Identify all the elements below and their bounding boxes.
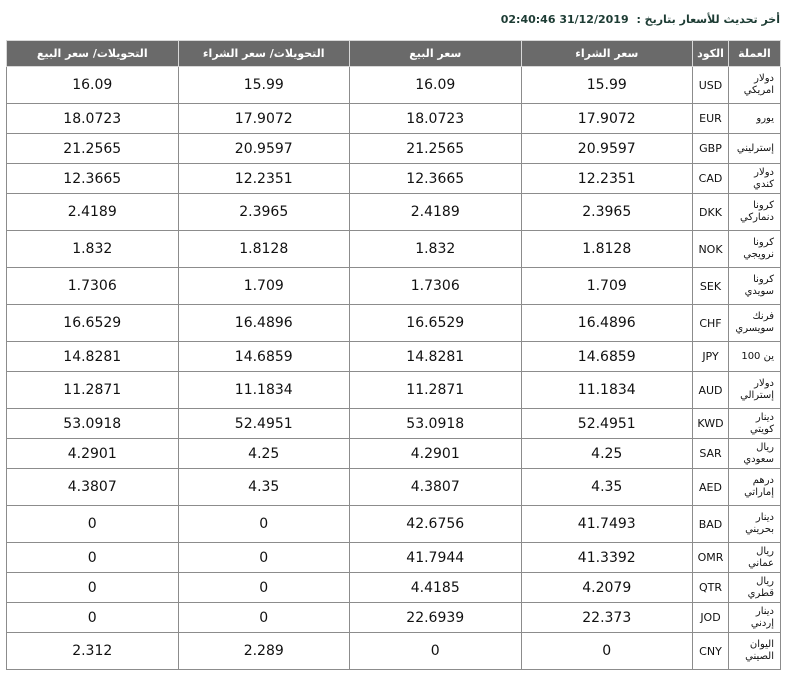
table-row: [7, 67, 781, 104]
currency-name: ين 100: [729, 342, 781, 372]
table-row: [7, 603, 781, 633]
transfer-buy-rate: 2.289: [178, 633, 350, 670]
currency-code: CHF: [693, 305, 729, 342]
currency-name: كرونا سويدي: [729, 268, 781, 305]
table-row: [7, 409, 781, 439]
sell-rate: 11.2871: [350, 372, 522, 409]
transfer-sell-rate: 53.0918: [7, 409, 179, 439]
table-row: [7, 268, 781, 305]
table-row: [7, 104, 781, 134]
table-row: [7, 633, 781, 670]
sell-rate: 16.6529: [350, 305, 522, 342]
last-update-label: أخر تحديث للأسعار بتاريخ :: [636, 13, 780, 26]
sell-rate: 18.0723: [350, 104, 522, 134]
sell-rate: 1.7306: [350, 268, 522, 305]
currency-code: AUD: [693, 372, 729, 409]
currency-code: USD: [693, 67, 729, 104]
table-row: [7, 305, 781, 342]
transfer-sell-rate: 0: [7, 543, 179, 573]
buy-rate: 14.6859: [521, 342, 693, 372]
currency-code: KWD: [693, 409, 729, 439]
buy-rate: 15.99: [521, 67, 693, 104]
buy-rate: 52.4951: [521, 409, 693, 439]
currency-code: GBP: [693, 134, 729, 164]
transfer-sell-rate: 21.2565: [7, 134, 179, 164]
table-row: [7, 439, 781, 469]
currency-code: AED: [693, 469, 729, 506]
buy-rate: 4.2079: [521, 573, 693, 603]
currency-code: CNY: [693, 633, 729, 670]
transfer-buy-rate: 1.709: [178, 268, 350, 305]
transfer-buy-rate: 52.4951: [178, 409, 350, 439]
transfer-buy-rate: 1.8128: [178, 231, 350, 268]
currency-name: دينار إردني: [729, 603, 781, 633]
sell-rate: 16.09: [350, 67, 522, 104]
currency-name: كرونا دنماركي: [729, 194, 781, 231]
table-row: [7, 543, 781, 573]
currency-code: JOD: [693, 603, 729, 633]
transfer-sell-rate: 1.7306: [7, 268, 179, 305]
exchange-rates-table: [6, 40, 781, 670]
transfer-buy-rate: 0: [178, 543, 350, 573]
currency-name: ريال عماني: [729, 543, 781, 573]
buy-rate: 22.373: [521, 603, 693, 633]
table-row: [7, 194, 781, 231]
header-currency: العملة: [729, 41, 781, 67]
sell-rate: 2.4189: [350, 194, 522, 231]
last-update-line: [6, 12, 780, 28]
transfer-buy-rate: 20.9597: [178, 134, 350, 164]
transfer-buy-rate: 0: [178, 603, 350, 633]
transfer-buy-rate: 14.6859: [178, 342, 350, 372]
currency-name: درهم إماراتي: [729, 469, 781, 506]
currency-code: DKK: [693, 194, 729, 231]
transfer-buy-rate: 4.35: [178, 469, 350, 506]
transfer-buy-rate: 12.2351: [178, 164, 350, 194]
buy-rate: 4.25: [521, 439, 693, 469]
transfer-buy-rate: 16.4896: [178, 305, 350, 342]
transfer-sell-rate: 14.8281: [7, 342, 179, 372]
currency-name: دينار كويتي: [729, 409, 781, 439]
header-buy: سعر الشراء: [521, 41, 693, 67]
currency-name: ريال سعودي: [729, 439, 781, 469]
buy-rate: 41.3392: [521, 543, 693, 573]
sell-rate: 41.7944: [350, 543, 522, 573]
transfer-sell-rate: 16.6529: [7, 305, 179, 342]
currency-code: EUR: [693, 104, 729, 134]
transfer-buy-rate: 2.3965: [178, 194, 350, 231]
table-row: [7, 231, 781, 268]
buy-rate: 12.2351: [521, 164, 693, 194]
transfer-buy-rate: 17.9072: [178, 104, 350, 134]
buy-rate: 16.4896: [521, 305, 693, 342]
currency-name: دولار إسترالي: [729, 372, 781, 409]
table-row: [7, 506, 781, 543]
sell-rate: 53.0918: [350, 409, 522, 439]
sell-rate: 14.8281: [350, 342, 522, 372]
currency-name: كرونا نرويجي: [729, 231, 781, 268]
currency-code: CAD: [693, 164, 729, 194]
currency-name: فرنك سويسري: [729, 305, 781, 342]
buy-rate: 1.709: [521, 268, 693, 305]
buy-rate: 17.9072: [521, 104, 693, 134]
transfer-sell-rate: 4.3807: [7, 469, 179, 506]
transfer-buy-rate: 4.25: [178, 439, 350, 469]
transfer-sell-rate: 18.0723: [7, 104, 179, 134]
transfer-buy-rate: 15.99: [178, 67, 350, 104]
sell-rate: 4.4185: [350, 573, 522, 603]
table-row: [7, 342, 781, 372]
last-update-datetime: 31/12/2019 02:40:46: [500, 13, 629, 26]
transfer-sell-rate: 1.832: [7, 231, 179, 268]
sell-rate: 21.2565: [350, 134, 522, 164]
table-row: [7, 469, 781, 506]
currency-name: دينار بحريني: [729, 506, 781, 543]
transfer-sell-rate: 0: [7, 573, 179, 603]
header-transfer-sell: التحويلات/ سعر البيع: [7, 41, 179, 67]
buy-rate: 20.9597: [521, 134, 693, 164]
transfer-sell-rate: 0: [7, 603, 179, 633]
header-code: الكود: [693, 41, 729, 67]
transfer-sell-rate: 4.2901: [7, 439, 179, 469]
transfer-sell-rate: 2.312: [7, 633, 179, 670]
currency-code: OMR: [693, 543, 729, 573]
sell-rate: 0: [350, 633, 522, 670]
currency-name: دولار امريكي: [729, 67, 781, 104]
currency-name: إسترليني: [729, 134, 781, 164]
sell-rate: 4.3807: [350, 469, 522, 506]
currency-code: NOK: [693, 231, 729, 268]
sell-rate: 22.6939: [350, 603, 522, 633]
buy-rate: 4.35: [521, 469, 693, 506]
buy-rate: 41.7493: [521, 506, 693, 543]
table-row: [7, 164, 781, 194]
currency-name: ريال قطري: [729, 573, 781, 603]
table-row: [7, 134, 781, 164]
transfer-sell-rate: 12.3665: [7, 164, 179, 194]
sell-rate: 1.832: [350, 231, 522, 268]
buy-rate: 1.8128: [521, 231, 693, 268]
table-header-row: [7, 41, 781, 67]
buy-rate: 2.3965: [521, 194, 693, 231]
transfer-sell-rate: 16.09: [7, 67, 179, 104]
currency-code: BAD: [693, 506, 729, 543]
buy-rate: 11.1834: [521, 372, 693, 409]
sell-rate: 4.2901: [350, 439, 522, 469]
table-row: [7, 573, 781, 603]
header-sell: سعر البيع: [350, 41, 522, 67]
currency-name: اليوان الصيني: [729, 633, 781, 670]
header-transfer-buy: التحويلات/ سعر الشراء: [178, 41, 350, 67]
currency-code: SEK: [693, 268, 729, 305]
currency-code: QTR: [693, 573, 729, 603]
sell-rate: 12.3665: [350, 164, 522, 194]
currency-name: دولار كندي: [729, 164, 781, 194]
transfer-buy-rate: 0: [178, 573, 350, 603]
buy-rate: 0: [521, 633, 693, 670]
currency-name: يورو: [729, 104, 781, 134]
transfer-buy-rate: 0: [178, 506, 350, 543]
currency-code: JPY: [693, 342, 729, 372]
transfer-sell-rate: 0: [7, 506, 179, 543]
currency-code: SAR: [693, 439, 729, 469]
transfer-sell-rate: 11.2871: [7, 372, 179, 409]
transfer-sell-rate: 2.4189: [7, 194, 179, 231]
sell-rate: 42.6756: [350, 506, 522, 543]
table-row: [7, 372, 781, 409]
transfer-buy-rate: 11.1834: [178, 372, 350, 409]
